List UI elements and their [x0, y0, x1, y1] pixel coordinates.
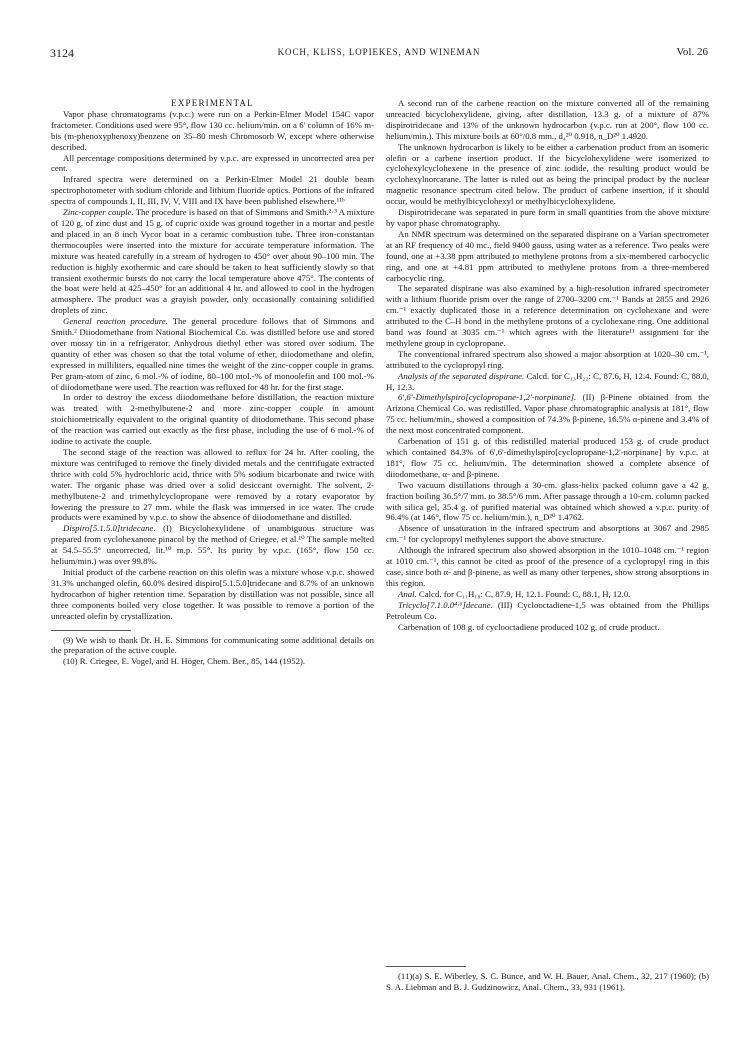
paragraph: Dispirotridecane was separated in pure form in small quantities from the above mixture by vapor phase chromatography.: [386, 207, 709, 228]
paragraph-lead: General reaction procedure.: [63, 316, 168, 327]
paragraph-body: (II) β-Pinene obtained from the Arizona Chemical Co. was redistilled. Vapor phase chromatographic analysis at 181°, flow 75 cc. helium/min., showed a composition of 74.3% β-pinene, 16.5% α-pinene and 3.4% of the next most concentrated component.: [386, 392, 709, 436]
running-head: KOCH, KLISS, LOPIEKES, AND WINEMAN: [277, 47, 481, 57]
paragraph-lead: Anal.: [398, 588, 417, 599]
paragraph-lead: Tricyclo[7.1.0.0⁴·⁶]decane.: [398, 599, 493, 610]
paragraph: The unknown hydrocarbon is likely to be either a carbenation product from an isomeric olefin or a carbene insertion product. If the bicyclohexylidene were isomerized to cyclohexylcyclohexene in the presence of zinc iodide, the resulting product would be cyclohexylnorcarane. The latter is ruled out as being the principal product by the nuclear magnetic resonance spectrum cited below. The product of carbene insertion, if it should occur, would be methylbicyclohexyl or methylbicyclohexylidene.: [386, 141, 709, 207]
left-column: [51, 98, 374, 667]
paragraph: Vapor phase chromatograms (v.p.c.) were run on a Perkin-Elmer Model 154C vapor fractometer. Conditions used were 95°, flow 130 cc. helium/min. on a 6' column of 16% m-bis (m-phenoxyphenoxy)benzene on 35–80 mesh Chromosorb W, except where otherwise described.: [51, 108, 374, 152]
footnote-divider: [386, 966, 466, 967]
paragraph-lead: Analysis of the separated dispirane.: [398, 370, 525, 381]
section-title: EXPERIMENTAL: [171, 98, 254, 108]
paragraph: [386, 589, 709, 600]
right-column: [386, 98, 709, 632]
paragraph: Infrared spectra were determined on a Perkin-Elmer Model 21 double beam spectrophotometer with sodium chloride and lithium fluoride optics. Portions of the infrared spectra of compounds I, II, III, IV, V, VIII and IX have been published elsewhere.¹¹ᵇ: [51, 174, 374, 207]
footnote-10: (10) R. Criegee, E. Vogel, and H. Höger, Chem. Ber., 85, 144 (1952).: [63, 656, 306, 667]
page-header: [50, 46, 708, 62]
page-number: 3124: [50, 46, 74, 60]
footnotes: [51, 635, 374, 668]
footnote-11: (11)(a) S. E. Wiberley, S. C. Bunce, and W. H. Bauer, Anal. Chem., 32, 217 (1960); (b) S. A. Liebman and B. J. Gudzinowicz, Anal. Chem., 33, 931 (1961).: [386, 971, 709, 992]
right-footnotes: [386, 966, 709, 993]
paragraph: All percentage compositions determined by v.p.c. are expressed in uncorrected area per cent.: [51, 152, 374, 174]
paragraph-body: Calcd. for C₁₃H₂₂: C, 87.6, H, 12.4. Found: C, 88.0, H, 12.3.: [386, 370, 709, 392]
paragraph: [386, 371, 709, 393]
paragraph: Absence of unsaturation in the infrared spectrum and absorptions at 3067 and 2985 cm.⁻¹ for cyclopropyl methylenes support the above structure.: [386, 523, 709, 545]
paragraph: [386, 392, 709, 436]
paragraph: Although the infrared spectrum also showed absorption in the 1010–1048 cm.⁻¹ region at 1010 cm.⁻¹, this cannot be cited as proof of the presence of a cyclopropyl ring in this case, since both α- and β-pinene, as well as many other terpenes, show strong absorptions in this region.: [386, 545, 709, 588]
paragraph-body: (III) Cyclooctadiene-1,5 was obtained from the Phillips Petroleum Co.: [386, 599, 709, 621]
paragraph: [386, 600, 709, 622]
paragraph: The separated dispirane was also examined by a high-resolution infrared spectrometer with a lithium fluoride prism over the range of 2700–3200 cm.⁻¹ Bands at 2855 and 2926 cm.⁻¹ exactly duplicated those in a reference determination on cyclohexane and were attributed to the C–H bond in the methylene protons of a cyclohexane ring. One additional band was found at 3035 cm.⁻¹ which agrees with the literature¹¹ assignment for the methylene group in cyclopropane.: [386, 283, 709, 348]
paragraph-body: (I) Bicyclohexylidene of unambiguous structure was prepared from cyclohexanone pinacol by the method of Criegee, et al.¹⁰ The sample melted at 54.5–55.5° uncorrected, lit.¹⁰ m.p. 55°. Its purity by v.p.c. (165°, flow 150 cc. helium/min.) was over 99.8%.: [51, 523, 374, 567]
paragraph-lead: Dispiro[5.1.5.0]tridecane.: [63, 523, 156, 534]
paragraph-body: Calcd. for C₁₁H₁₈: C, 87.9, H, 12.1. Found: C, 88.1, H, 12.0.: [416, 588, 631, 599]
paragraph: The second stage of the reaction was allowed to reflux for 24 hr. After cooling, the mixture was centrifuged to remove the finely divided metals and the centrifugate extracted thrice with cold 5% hydrochloric acid, thrice with 5% sodium bicarbonate and twice with water. The organic phase was dried over a solid desiccant overnight. The solvent, 2-methylbutene-2 and trimethylcyclopropane were removed by a rotary evaporator by lowering the pressure to 27 mm. while the flask was immersed in ice water. The crude products were examined by v.p.c. to show the absence of diiodomethane and distilled.: [51, 447, 374, 523]
paragraph: A second run of the carbene reaction on the mixture converted all of the remaining unreacted bicyclohexylidene, giving, after distillation, 13.3 g. of a mixture of 87% dispirotridecane and 13% of the unknown hydrocarbon (v.p.c. run at 200°, flow 100 cc. helium/min.). This mixture boils at 60°/0.8 mm., d₄²⁰ 0.918, n_D²⁰ 1.4920.: [386, 98, 709, 141]
paragraph: Carbenation of 151 g. of this redistilled material produced 153 g. of crude product which contained 84.3% of 6',6'-dimethylspiro[cyclopropane-1,2'-norpinane] by v.p.c. at 181°, flow 75 cc. helium/min. The determination showed a complete absence of diiodomethane, α- and β-pinene.: [386, 436, 709, 479]
paragraph: [51, 316, 374, 392]
paragraph: Initial product of the carbene reaction on this olefin was a mixture whose v.p.c. showed 31.3% unchanged olefin, 60.0% desired dispiro[5.1.5.0]tridecane and 8.7% of an unknown hydrocarbon of higher retention time. Separation by distillation was not possible, since all three components boiled very close together. It was possible to remove a portion of the unreacted olefin by crystallization.: [51, 566, 374, 621]
paragraph: Carbenation of 108 g. of cyclooctadiene produced 102 g. of crude product.: [398, 621, 660, 632]
paragraph-lead: Zinc-copper couple.: [63, 207, 134, 218]
paragraph-body: The procedure is based on that of Simmons and Smith.²·³ A mixture of 120 g. of zinc dust and 15 g. of cupric oxide was ground together in a mortar and pestle and placed in an 8 inch Vycor boat in a ceramic combustion tube. Three iron-constantan thermocouples were inserted into the mixture for accurate temperature information. The mixture was heated carefully in a stream of hydrogen to 450° over about 90–100 min. The reduction is highly exothermic and care should be taken to heat sufficiently slowly so that transient exothermic bursts do not carry the local temperature above 475°. The contents of the boat were held at 425–450° for an additional 4 hr. and allowed to cool in the hydrogen atmosphere. The product was a grayish powder, only occasionally containing solidified droplets of zinc.: [51, 207, 374, 316]
paragraph: Two vacuum distillations through a 30-cm. glass-helix packed column gave a 42 g. fraction boiling 36.5°/7 mm. to 38.5°/6 mm. After passage through a 10-cm. column packed with silica gel, 35.4 g. of purified material was obtained which showed a v.p.c. purity of 96.4% (at 146°, flow 75 cc. helium/min.), n_D²⁰ 1.4762.: [386, 479, 709, 523]
paragraph: An NMR spectrum was determined on the separated dispirane on a Varian spectrometer at an RF frequency of 40 mc., field 9400 gauss, using water as a reference. Two peaks were found, one at +3.38 ppm attributed to methylene protons from a six-membered carbocyclic ring, and one at +4.81 ppm attributed to methylene protons from a three-membered carbocyclic ring.: [386, 228, 709, 283]
paragraph: The conventional infrared spectrum also showed a major absorption at 1020–30 cm.⁻¹, attributed to the cyclopropyl ring.: [386, 348, 709, 370]
footnote-9: (9) We wish to thank Dr. H. E. Simmons for communicating some additional details on the preparation of the active couple.: [51, 634, 374, 656]
paragraph: In order to destroy the excess diiodomethane before distillation, the reaction mixture was treated with 2-methylbutene-2 and more zinc-copper couple in amount stoichiometrically equivalent to the original quantity of diiodomethane. This second phase of the reaction was carried out exactly as the first phase, including the use of 6 mol.-% of iodine to activate the couple.: [51, 392, 374, 447]
paragraph-body: The general procedure follows that of Simmons and Smith.² Diiodomethane from National Biochemical Co. was distilled before use and stored over mossy tin in a refrigerator. Anhydrous diethyl ether was stored over sodium. The quantity of ether was chosen so that the total volume of ether, diiodomethane and olefin, expressed in milliliters, equalled nine times the weight of the zinc-copper couple in grams. Per gram-atom of zinc, 6 mol.-% of iodine, 80–100 mol.-% of monoolefin and 100 mol.-% of diiodomethane were used. The reaction was refluxed for 48 hr. for the first stage.: [51, 316, 374, 392]
footnote-divider: [51, 630, 131, 631]
paragraph: [51, 207, 374, 316]
paragraph-lead: 6',6'-Dimethylspiro[cyclopropane-1,2'-norpinane].: [398, 392, 577, 403]
paragraph: [51, 523, 374, 567]
volume-label: Vol. 26: [676, 46, 708, 58]
